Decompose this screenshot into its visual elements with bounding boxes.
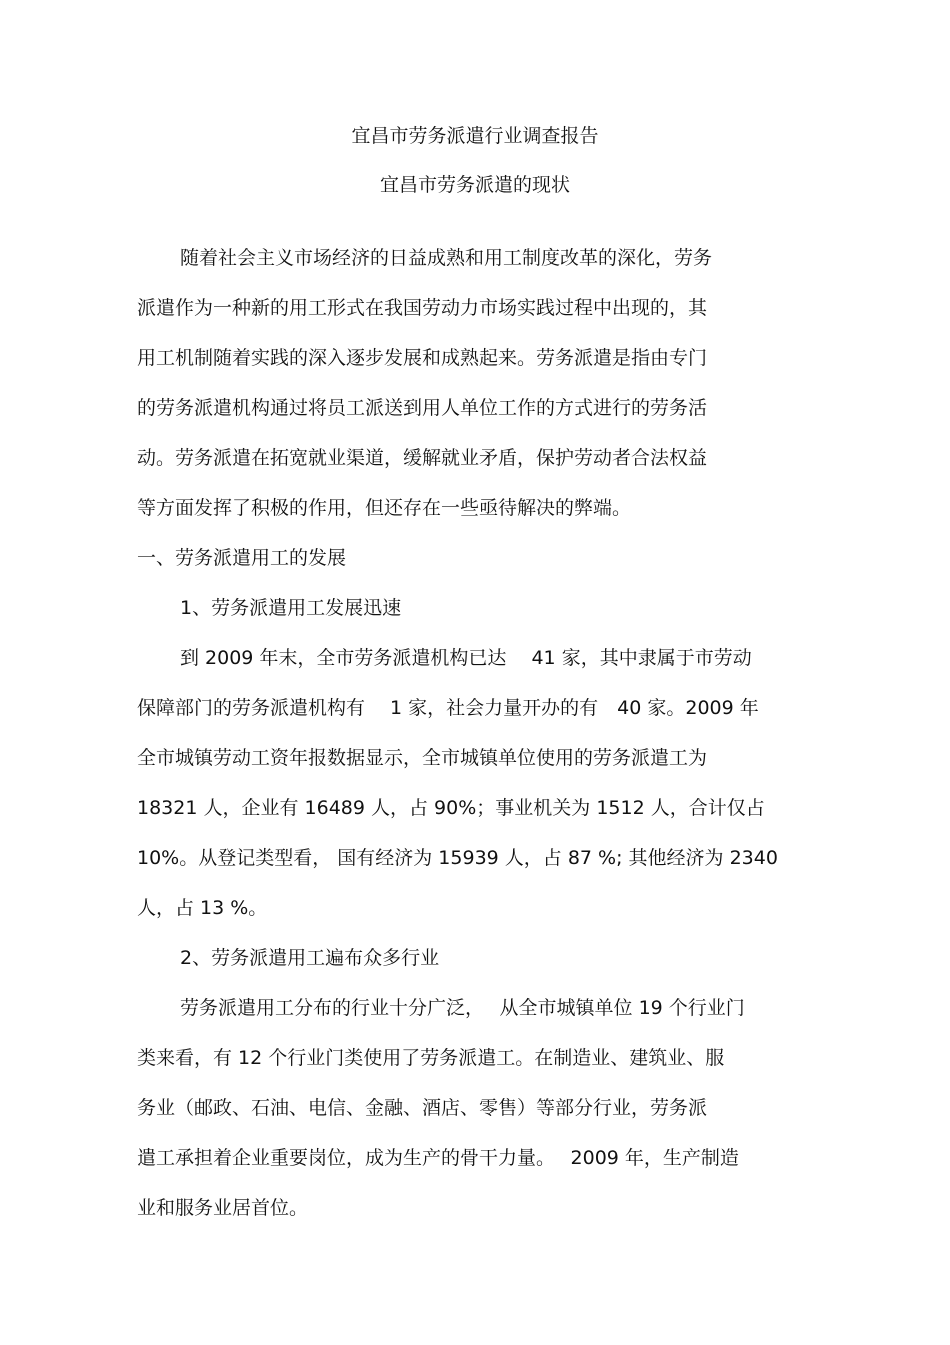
paragraph-line: 务业（邮政、石油、电信、金融、酒店、零售）等部分行业，劳务派 <box>137 1097 708 1119</box>
subsection-heading: 1、劳务派遣用工发展迅速 <box>180 597 402 619</box>
document-subtitle: 宜昌市劳务派遣的现状 <box>379 174 570 196</box>
paragraph-line: 10%。从登记类型看， 国有经济为 15939 人，占 87 %; 其他经济为 2340 <box>137 847 778 869</box>
intro-line: 随着社会主义市场经济的日益成熟和用工制度改革的深化，劳务 <box>180 247 713 269</box>
intro-line: 等方面发挥了积极的作用，但还存在一些亟待解决的弊端。 <box>137 497 632 519</box>
subsection-heading: 2、劳务派遣用工遍布众多行业 <box>180 947 440 969</box>
intro-line: 用工机制随着实践的深入逐步发展和成熟起来。劳务派遣是指由专门 <box>137 347 708 369</box>
paragraph-line: 业和服务业居首位。 <box>137 1197 309 1219</box>
section-heading: 一、劳务派遣用工的发展 <box>137 547 347 569</box>
paragraph-line: 18321 人，企业有 16489 人，占 90%；事业机关为 1512 人，合计仅占 <box>137 797 765 819</box>
document-title: 宜昌市劳务派遣行业调查报告 <box>351 125 599 147</box>
paragraph-line: 遣工承担着企业重要岗位，成为生产的骨干力量。 2009 年，生产制造 <box>137 1147 739 1169</box>
paragraph-line: 全市城镇劳动工资年报数据显示，全市城镇单位使用的劳务派遣工为 <box>137 747 708 769</box>
intro-line: 动。劳务派遣在拓宽就业渠道，缓解就业矛盾，保护劳动者合法权益 <box>137 447 708 469</box>
paragraph-line: 到 2009 年末，全市劳务派遣机构已达 41 家，其中隶属于市劳动 <box>180 647 752 669</box>
paragraph-line: 人，占 13 %。 <box>137 897 268 919</box>
intro-line: 的劳务派遣机构通过将员工派送到用人单位工作的方式进行的劳务活 <box>137 397 708 419</box>
paragraph-line: 类来看，有 12 个行业门类使用了劳务派遣工。在制造业、建筑业、服 <box>137 1047 725 1069</box>
paragraph-line: 劳务派遣用工分布的行业十分广泛， 从全市城镇单位 19 个行业门 <box>180 997 745 1019</box>
paragraph-line: 保障部门的劳务派遣机构有 1 家，社会力量开办的有 40 家。2009 年 <box>137 697 759 719</box>
intro-line: 派遣作为一种新的用工形式在我国劳动力市场实践过程中出现的，其 <box>137 297 708 319</box>
